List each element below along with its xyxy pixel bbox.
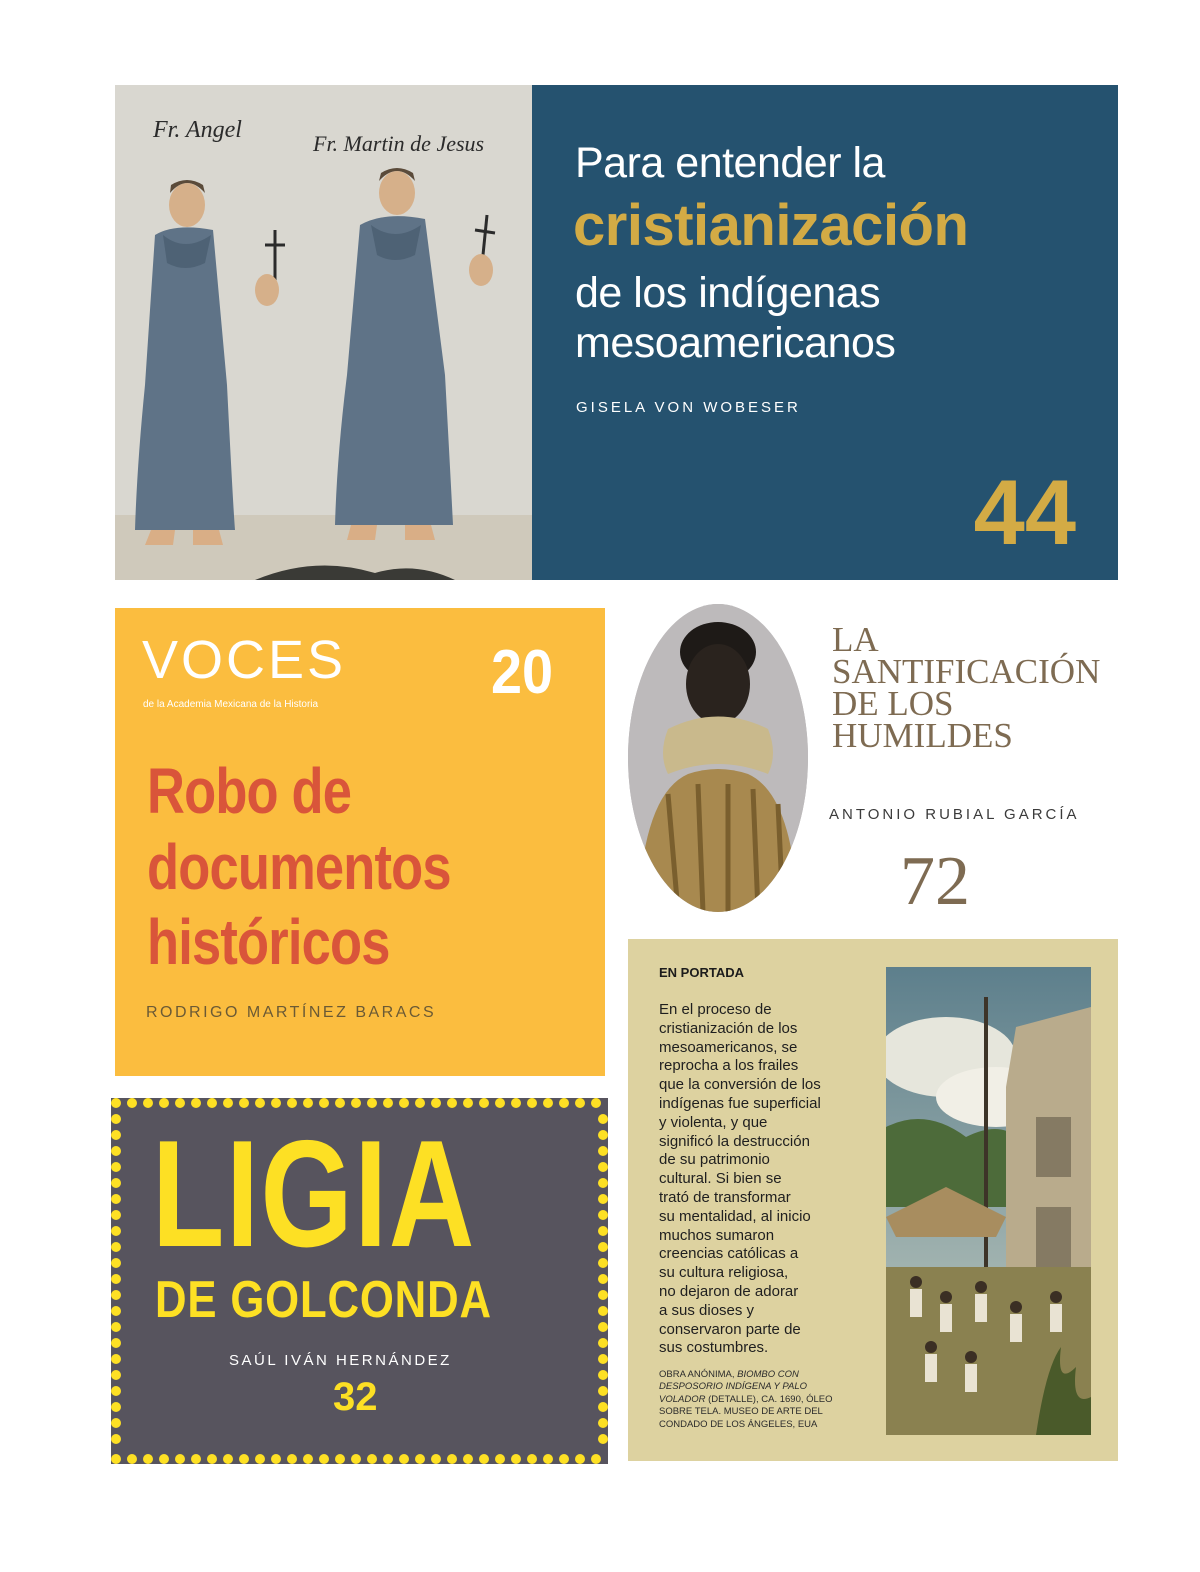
cover-caption-line: CONDADO DE LOS ÁNGELES, EUA [659,1418,818,1430]
border-dot [255,1098,265,1108]
cover-note-section [628,939,1118,1461]
cover-note-line: En el proceso de [659,1001,772,1018]
saint-title-line1: LA [832,620,879,659]
ligia-subtitle: DE GOLCONDA [155,1271,492,1329]
cover-note-line: significó la destrucción [659,1132,810,1150]
border-dot [598,1242,608,1252]
feature-title-line1: Para entender la [575,139,885,187]
border-dot [191,1098,201,1108]
border-dot [127,1098,137,1108]
ligia-page-number: 32 [333,1375,378,1419]
border-dot [111,1454,121,1464]
border-dot [111,1306,121,1316]
border-dot [479,1098,489,1108]
border-dot [447,1454,457,1464]
border-dot [303,1454,313,1464]
border-dot [598,1274,608,1284]
cover-note-line: que la conversión de los [659,1076,821,1094]
border-dot [559,1454,569,1464]
border-dot [527,1098,537,1108]
voces-title-line2: documentos [147,831,451,903]
border-dot [399,1454,409,1464]
caption-text: (DETALLE), CA. 1690, ÓLEO [705,1393,833,1405]
border-dot [598,1386,608,1396]
border-dot [271,1098,281,1108]
border-dot [431,1454,441,1464]
saint-author: ANTONIO RUBIAL GARCÍA [829,806,1080,823]
cover-note-line: cultural. Si bien se [659,1170,782,1188]
border-dot [511,1098,521,1108]
voces-author: RODRIGO MARTÍNEZ BARACS [146,1004,437,1021]
border-dot [111,1338,121,1348]
border-dot [271,1454,281,1464]
border-dot [111,1402,121,1412]
border-dot [431,1098,441,1108]
border-dot [575,1454,585,1464]
border-dot [598,1146,608,1156]
border-dot [159,1454,169,1464]
border-dot [111,1242,121,1252]
border-dot [399,1098,409,1108]
voces-logo: VOCES [142,630,347,690]
border-dot [383,1098,393,1108]
cover-caption-line: SOBRE TELA. MUSEO DE ARTE DEL [659,1406,823,1418]
cover-note-line: sus costumbres. [659,1339,769,1357]
voces-title-line3: históricos [147,906,390,978]
border-dot [479,1454,489,1464]
cover-note-line: creencias católicas a [659,1245,799,1263]
cover-note-line: su cultura religiosa, [659,1264,789,1282]
border-dot [223,1098,233,1108]
border-dot [415,1098,425,1108]
border-dot [598,1178,608,1188]
border-dot [575,1098,585,1108]
ligia-title: LIGIA [152,1109,476,1279]
feature-title-line4: mesoamericanos [575,319,896,367]
border-dot [111,1098,121,1108]
border-dot [598,1306,608,1316]
border-dot [111,1418,121,1428]
border-dot [598,1418,608,1428]
cover-note-line: conservaron parte de [659,1320,801,1338]
border-dot [598,1402,608,1412]
border-dot [351,1098,361,1108]
cover-note-line: su mentalidad, al inicio [659,1207,811,1225]
border-dot [598,1322,608,1332]
border-dot [383,1454,393,1464]
border-dot [598,1434,608,1444]
border-dot [598,1210,608,1220]
border-dot [127,1454,137,1464]
border-dot [543,1098,553,1108]
cover-note-line: no dejaron de adorar [659,1283,799,1300]
border-dot [598,1290,608,1300]
saint-page-number: 72 [900,843,970,920]
border-dot [335,1098,345,1108]
border-dot [111,1274,121,1284]
border-dot [319,1098,329,1108]
border-dot [207,1098,217,1108]
voces-subtitle: de la Academia Mexicana de la Historia [143,699,319,710]
border-dot [111,1370,121,1380]
border-dot [111,1290,121,1300]
border-dot [598,1338,608,1348]
border-dot [319,1454,329,1464]
border-dot [303,1098,313,1108]
cover-note-line: indígenas fue superficial [659,1095,821,1112]
border-dot [143,1454,153,1464]
friars-illustration [115,85,532,580]
feature-panel [532,85,1118,580]
border-dot [111,1322,121,1332]
voces-page-number: 20 [491,638,554,707]
border-dot [598,1114,608,1124]
border-dot [111,1194,121,1204]
border-dot [598,1258,608,1268]
friar-caption-right: Fr. Martin de Jesus [313,131,485,156]
border-dot [351,1454,361,1464]
caption-title-italic: VOLADOR [659,1393,706,1405]
biombo-painting-image [886,967,1091,1435]
border-dot [111,1146,121,1156]
border-dot [111,1114,121,1124]
border-dot [223,1454,233,1464]
caption-text: OBRA ANÓNIMA, [659,1369,738,1380]
friar-caption-left: Fr. Angel [153,117,242,143]
border-dot [591,1454,601,1464]
border-dot [598,1194,608,1204]
border-dot [239,1454,249,1464]
border-dot [495,1454,505,1464]
border-dot [207,1454,217,1464]
border-dot [463,1454,473,1464]
voces-section [115,608,605,1076]
border-dot [175,1454,185,1464]
friars-drawing [115,85,532,580]
border-dot [111,1210,121,1220]
border-dot [255,1454,265,1464]
cover-note-line: trató de transformar [659,1189,791,1206]
cover-note-line: y violenta, y que [659,1113,768,1131]
cover-note-line: cristianización de los [659,1019,798,1037]
saint-title-line4: HUMILDES [832,716,1013,755]
feature-title-highlight: cristianización [573,193,969,258]
border-dot [287,1098,297,1108]
feature-page-number: 44 [973,462,1076,564]
border-dot [598,1162,608,1172]
ligia-section [111,1098,608,1464]
border-dot [175,1098,185,1108]
border-dot [111,1386,121,1396]
border-dot [559,1098,569,1108]
border-dot [511,1454,521,1464]
border-dot [143,1098,153,1108]
biombo-painting-drawing [886,967,1091,1435]
border-dot [239,1098,249,1108]
border-dot [111,1354,121,1364]
border-dot [335,1454,345,1464]
cover-note-line: muchos sumaron [659,1226,775,1244]
border-dot [191,1454,201,1464]
border-dot [111,1258,121,1268]
border-dot [447,1098,457,1108]
voces-title-line1: Robo de [147,755,352,827]
cover-note-line: a sus dioses y [659,1301,755,1319]
border-dot [111,1226,121,1236]
caption-title-italic: BIOMBO CON [737,1369,799,1380]
saint-statue-drawing [628,604,808,912]
cover-caption-line [659,1381,807,1393]
border-dot [463,1098,473,1108]
cover-note-line: de su patrimonio [659,1151,770,1169]
feature-title-line3: de los indígenas [575,269,881,317]
saint-statue-image [628,604,808,912]
cover-note-line: reprocha a los frailes [659,1057,799,1075]
border-dot [367,1454,377,1464]
border-dot [111,1130,121,1140]
border-dot [287,1454,297,1464]
saint-title-line2: SANTIFICACIÓN [832,652,1101,691]
border-dot [598,1130,608,1140]
caption-title-italic: DESPOSORIO INDÍGENA Y PALO [659,1381,807,1393]
ligia-author: SAÚL IVÁN HERNÁNDEZ [229,1352,452,1369]
cover-caption-line [659,1394,833,1406]
border-dot [367,1098,377,1108]
cover-caption-line [659,1369,799,1381]
border-dot [543,1454,553,1464]
border-dot [111,1434,121,1444]
border-dot [591,1098,601,1108]
border-dot [159,1098,169,1108]
saint-title-line3: DE LOS [832,684,954,723]
border-dot [111,1178,121,1188]
cover-note-line: mesoamericanos, se [659,1038,798,1056]
border-dot [527,1454,537,1464]
border-dot [415,1454,425,1464]
border-dot [111,1162,121,1172]
cover-note-label: EN PORTADA [659,965,744,980]
feature-author: GISELA VON WOBESER [576,399,801,416]
border-dot [598,1226,608,1236]
border-dot [495,1098,505,1108]
border-dot [598,1354,608,1364]
border-dot [598,1370,608,1380]
